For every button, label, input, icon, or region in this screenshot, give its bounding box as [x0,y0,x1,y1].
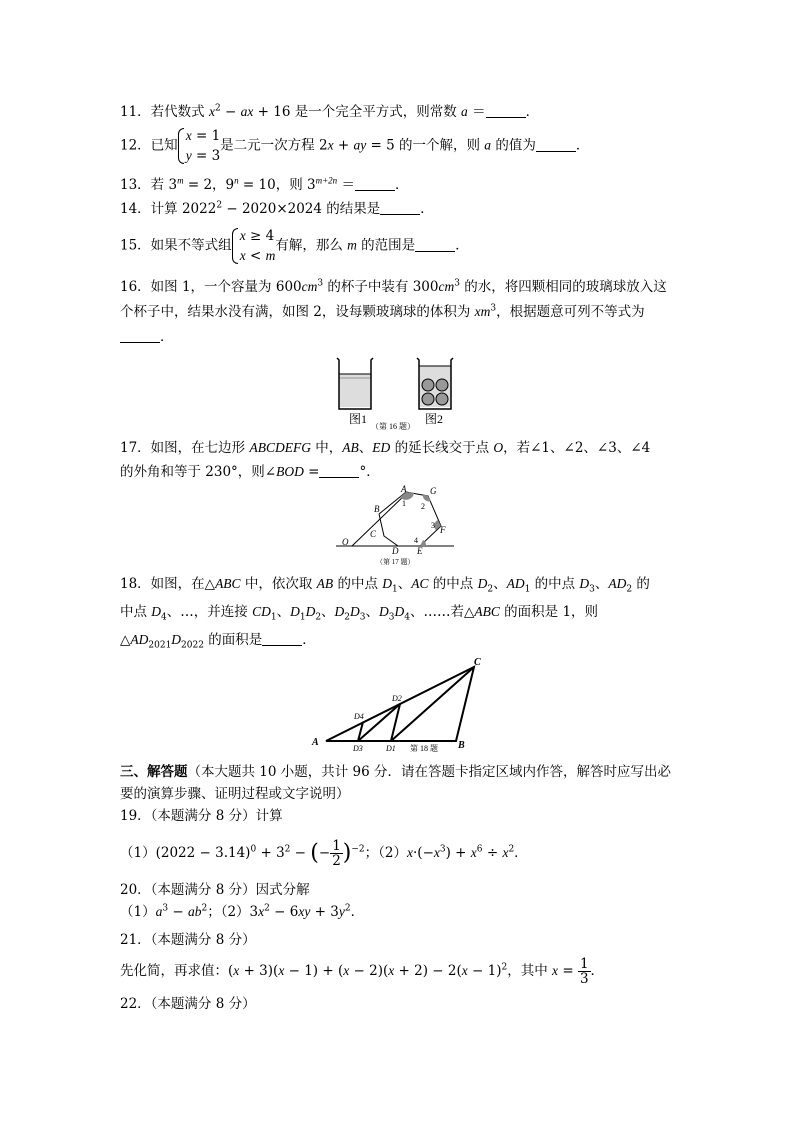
question-15: 15．如果不等式组x ≥ 4 x < m有解，那么 m 的范围是 ． [120,228,469,264]
section-3-header [120,762,671,782]
point-D: D [392,546,399,556]
glass-ball [422,379,434,391]
angle-4: 4 [414,536,418,545]
point-B: B [374,504,380,514]
point-D1: D1 [386,744,396,753]
question-22-head: 22．（本题满分 8 分） [120,996,256,1012]
point-D3: D3 [353,744,363,753]
figure-18 [310,655,490,755]
question-18-line3: $\triangle AD_{2021}D_{2022}$ 的面积是 ． [120,632,316,651]
section-3-desc-1: （本大题共 10 小题，共计 96 分．请在答题卡指定区域内作答，解答时应写出必 [187,764,672,780]
angle-1: 1 [402,499,406,508]
question-16-line2: 个杯子中，结果水没有满，如图 2，设每颗玻璃球的体积为 $xm^3$，根据题意可列不等式为 [120,303,645,320]
cup-2 [417,358,453,409]
point-D4: D4 [354,712,364,721]
angle-3: 3 [431,521,435,530]
answer-blank [319,463,359,478]
answer-blank [380,200,420,215]
figure-17 [334,482,459,570]
inequality-system: x ≥ 4 x < m [232,226,276,266]
answer-blank [355,176,395,191]
glass-ball [436,393,448,405]
question-21-body: 先化简，再求值：$(x + 3)(x - 1) + (x - 2)(x + 2) - 2(x - 1)^2$，其中 x = $\frac{1}{3}$ ． [120,956,605,987]
question-13: 13．若 $3^m = 2$，$9^n = 10$，则 $3^{m+2n}$ ＝ ． [120,175,409,193]
answer-blank [120,328,160,343]
point-G: G [430,486,437,496]
section-3-title: 三、解答题 [120,764,188,780]
glass-ball [422,393,434,405]
question-16-line3: ． [120,327,174,347]
equation-system: x = 1 y = 3 [178,126,220,166]
question-19-head: 19．（本题满分 8 分）计算 [120,808,283,824]
question-20-body: $(1)a^3 - ab^2$；$(2)3x^2 - 6xy + 3y^2$． [120,903,365,920]
point-D2: D2 [392,694,402,703]
question-21-head: 21．（本题满分 8 分） [120,932,256,948]
point-E: E [417,546,423,556]
point-O: O [342,537,349,547]
figure-16-caption: （第 16 题） [371,422,415,431]
question-12: 12．已知x = 1 y = 3是二元一次方程 2x + ay = 5 的一个解，则 a 的值为 ． [120,128,590,164]
glass-ball [436,379,448,391]
figure-16-label-1: 图1 [349,412,368,426]
question-18-line2: 中点 $D_4$、…，并连接 $CD_1$、$D_1D_2$、$D_2D_3$、$D_3D_4$、……若△ABC 的面积是 1，则 [120,604,599,623]
point-C: C [474,657,481,668]
cup-1 [337,358,373,409]
answer-blank [486,103,526,118]
figure-18-caption: 第 18 题 [410,744,438,753]
question-17-line2: 的外角和等于 230°，则∠BOD = °． [120,464,380,480]
angle-2: 2 [421,502,425,511]
point-A: A [312,737,319,748]
question-16-line1: 16．如图 1，一个容量为 $600cm^3$ 的杯子中装有 $300cm^3$ 的水，将四颗相同的玻璃球放入这 [120,278,667,295]
question-20-head: 20．（本题满分 8 分）因式分解 [120,882,310,898]
question-14: 14．计算 $2022^2 - 2020\times 2024$ 的结果是 ． [120,200,434,217]
answer-blank [415,237,455,252]
figure-16-label-2: 图2 [425,412,444,426]
point-C: C [370,529,377,539]
question-19-body: $(1)(2022 - 3.14)^0 + 3^2$ − (− $\frac{1}{2}$ )$^{-2}$；$(2)x\cdot(-x^3) + x^6 \div x^2$． [120,838,528,869]
point-A: A [401,484,407,494]
answer-blank [536,137,576,152]
figure-17-caption: （第 17 题） [376,558,415,566]
point-B: B [458,740,465,751]
question-17-line1: 17．如图，在七边形 ABCDEFG 中，AB、ED 的延长线交于点 O，若∠1、∠2、∠3、∠4 [120,440,651,456]
figure-16 [325,352,465,432]
answer-blank [262,631,302,646]
section-3-desc-2: 要的演算步骤、证明过程或文字说明） [120,786,350,802]
question-18-line1: 18．如图，在△ABC 中，依次取 AB 的中点 $D_1$、AC 的中点 $D_2$、$AD_1$ 的中点 $D_3$、$AD_2$ 的 [120,576,650,595]
point-F: F [440,525,446,535]
question-11: 11．若代数式 $x^2$ − ax + 16 是一个完全平方式，则常数 a ＝ ． [120,103,540,120]
